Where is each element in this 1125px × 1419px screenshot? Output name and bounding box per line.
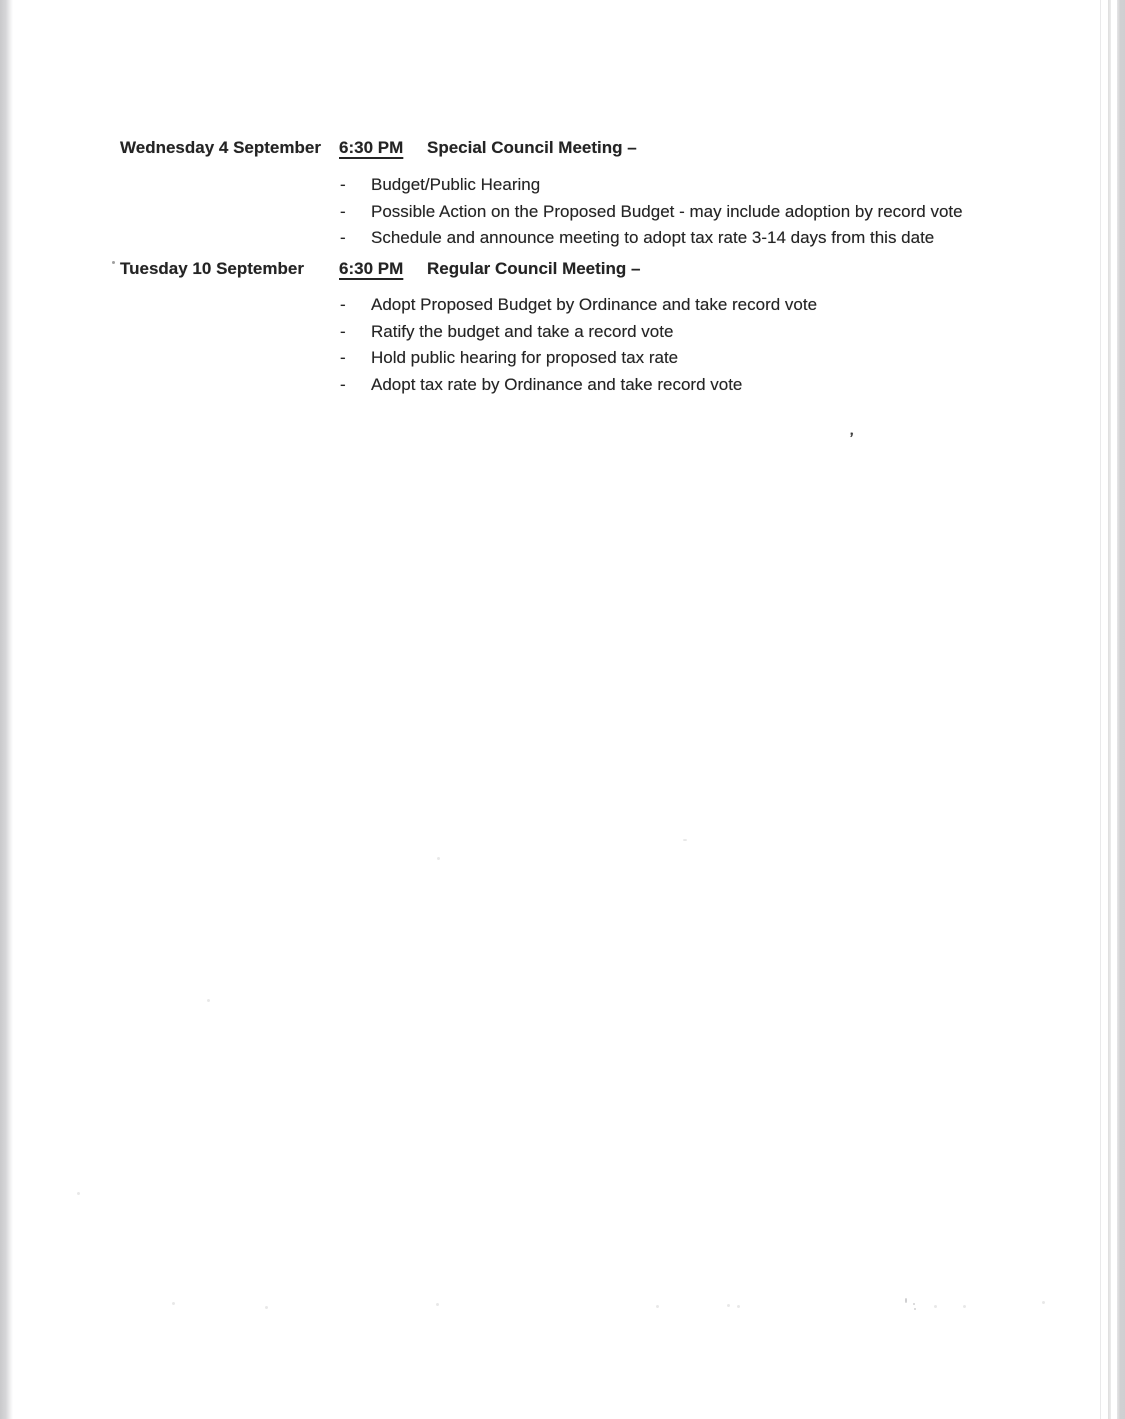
agenda-item-text: Adopt Proposed Budget by Ordinance and take record vote xyxy=(371,295,818,314)
scan-speck xyxy=(77,1192,80,1195)
agenda-item xyxy=(340,225,963,252)
scan-dot-artifact xyxy=(112,261,115,264)
agenda-item xyxy=(340,345,817,372)
page-edge-line xyxy=(1108,0,1111,1419)
agenda-item-text: Possible Action on the Proposed Budget - may include adoption by record vote xyxy=(371,201,963,221)
scan-speck xyxy=(905,1298,907,1303)
scan-speck xyxy=(172,1302,175,1305)
agenda-item xyxy=(340,292,817,319)
bullet-dash: - xyxy=(340,374,346,394)
agenda-item xyxy=(340,372,817,399)
bullet-dash: - xyxy=(340,295,346,314)
stray-mark-artifact: ’ xyxy=(847,429,855,448)
scan-speck xyxy=(913,1303,915,1305)
agenda-item xyxy=(340,199,963,226)
event-1-agenda-list xyxy=(340,172,963,252)
event-2-time: 6:30 PM xyxy=(339,259,404,278)
scan-speck xyxy=(737,1305,740,1308)
event-1-date: Wednesday 4 September xyxy=(120,138,321,157)
bullet-dash: - xyxy=(340,348,346,367)
scanner-left-edge xyxy=(0,0,13,1419)
scan-speck xyxy=(1042,1301,1045,1304)
agenda-item xyxy=(340,319,817,346)
scan-speck xyxy=(963,1305,966,1308)
bullet-dash: - xyxy=(340,228,346,247)
agenda-item xyxy=(340,172,963,199)
bullet-dash: - xyxy=(340,175,346,194)
bullet-dash: - xyxy=(340,321,346,341)
scan-speck xyxy=(934,1305,937,1308)
scan-speck xyxy=(207,999,210,1002)
scan-speck xyxy=(265,1306,268,1309)
event-header-1 xyxy=(120,137,637,158)
scan-speck xyxy=(436,1303,439,1306)
bullet-dash: - xyxy=(340,201,346,221)
scanner-right-edge xyxy=(1117,0,1125,1419)
scan-speck xyxy=(683,839,687,841)
scan-speck xyxy=(914,1308,916,1310)
scan-speck xyxy=(656,1305,659,1308)
agenda-item-text: Ratify the budget and take a record vote xyxy=(371,321,674,341)
agenda-item-text: Budget/Public Hearing xyxy=(371,175,541,194)
agenda-item-text: Adopt tax rate by Ordinance and take record vote xyxy=(371,374,743,394)
agenda-item-text: Hold public hearing for proposed tax rate xyxy=(371,348,679,367)
event-1-time: 6:30 PM xyxy=(339,138,404,157)
event-2-agenda-list xyxy=(340,292,817,398)
event-1-title: Special Council Meeting – xyxy=(427,138,637,157)
event-header-2 xyxy=(120,258,640,279)
event-2-title: Regular Council Meeting – xyxy=(427,259,641,278)
page-edge-shadow-line xyxy=(1100,0,1101,1419)
event-2-date: Tuesday 10 September xyxy=(120,259,304,278)
scan-speck xyxy=(727,1304,730,1307)
scan-speck xyxy=(437,857,440,860)
agenda-item-text: Schedule and announce meeting to adopt tax rate 3-14 days from this date xyxy=(371,228,935,247)
